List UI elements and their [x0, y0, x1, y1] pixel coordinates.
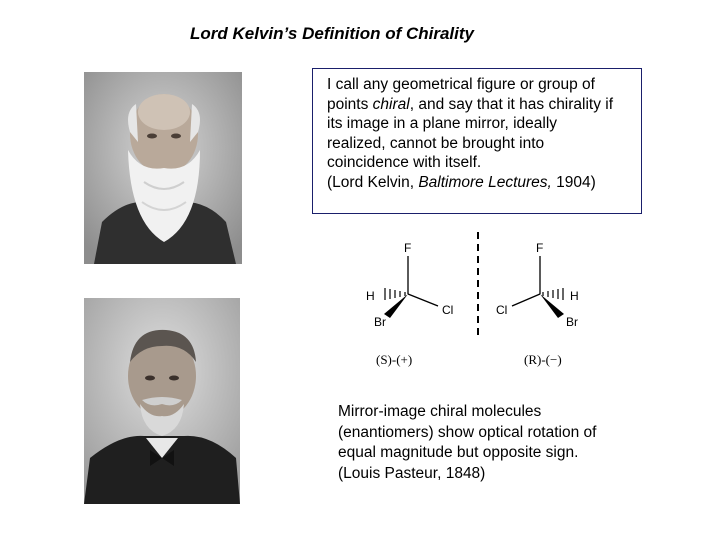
atom-label: F [404, 241, 412, 255]
quote-line: points chiral, and say that it has chirality if [327, 95, 614, 113]
enantiomer-label: (S)-(+) [376, 352, 413, 367]
caption-line: (enantiomers) show optical rotation of [338, 423, 597, 441]
left-molecule [366, 241, 453, 367]
atom-label: F [536, 241, 544, 255]
pasteur-caption [338, 402, 678, 484]
atom-label: Br [374, 315, 386, 329]
atom-label: Br [566, 315, 578, 329]
caption-line: Mirror-image chiral molecules [338, 403, 542, 420]
caption-line: (Louis Pasteur, 1848) [338, 464, 486, 482]
atom-label: Cl [496, 303, 508, 317]
pasteur-portrait [84, 298, 240, 504]
caption-line: equal magnitude but opposite sign. [338, 444, 579, 461]
quote-line: its image in a plane mirror, ideally [327, 115, 558, 133]
atom-label: H [570, 289, 579, 303]
quote-emphasis: chiral [372, 95, 410, 113]
quote-line: I call any geometrical figure or group of [327, 76, 595, 93]
kelvin-quote-box [312, 68, 642, 214]
kelvin-portrait [84, 72, 242, 264]
slide-title: Lord Kelvin’s Definition of Chirality [190, 24, 474, 43]
right-molecule [496, 241, 579, 367]
quote-citation: (Lord Kelvin, Baltimore Lectures, 1904) [327, 173, 596, 191]
quote-line: coincidence with itself. [327, 154, 482, 172]
atom-label: Cl [442, 303, 454, 317]
atom-label: H [366, 289, 375, 303]
enantiomer-label: (R)-(−) [524, 352, 562, 367]
quote-line: realized, cannot be brought into [327, 134, 545, 152]
enantiomer-diagram [340, 228, 630, 378]
